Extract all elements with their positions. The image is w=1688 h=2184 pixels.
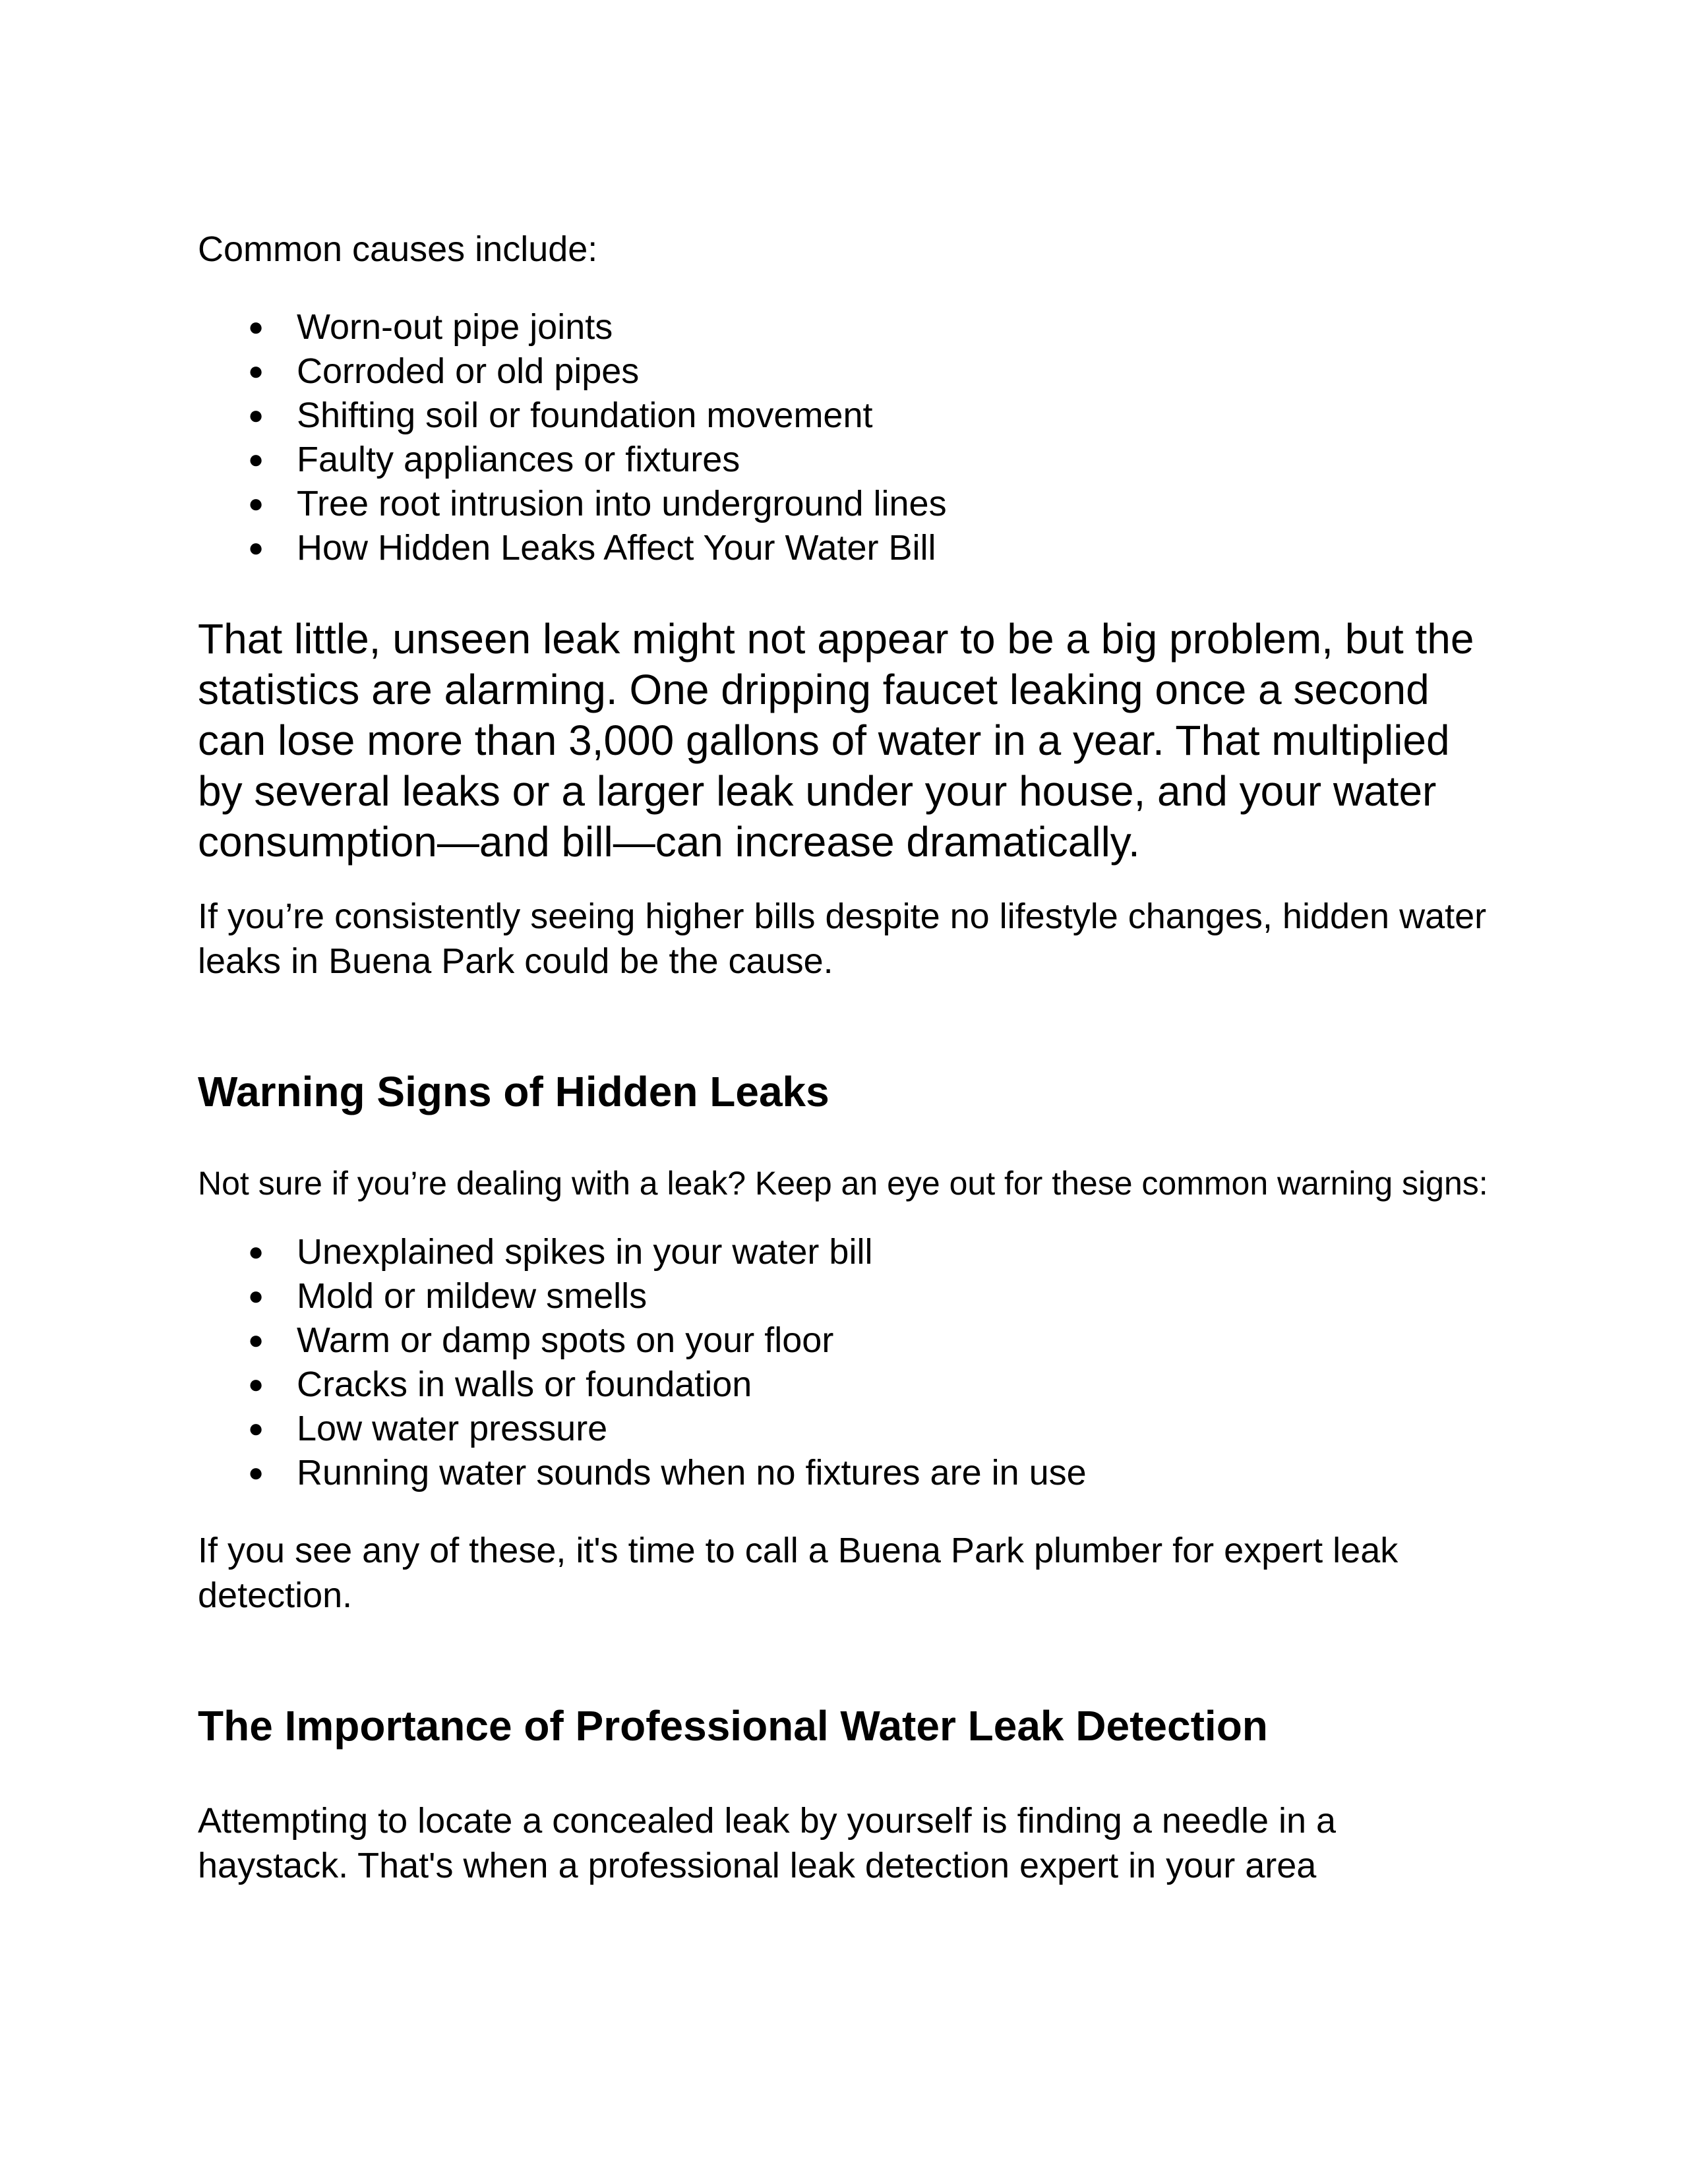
bullet-icon: ●	[248, 1414, 264, 1443]
list-item	[198, 349, 1490, 394]
list-item-text: Running water sounds when no fixtures are in use	[297, 1453, 1087, 1492]
list-item	[198, 1274, 1490, 1318]
list-item	[198, 1318, 1490, 1363]
bullet-icon: ●	[248, 1282, 264, 1311]
bullet-icon: ●	[248, 401, 264, 430]
list-item	[198, 394, 1490, 438]
list-item-text: Tree root intrusion into underground lines	[297, 484, 947, 523]
list-item-text: Unexplained spikes in your water bill	[297, 1232, 873, 1272]
list-item	[198, 526, 1490, 570]
list-item-text: How Hidden Leaks Affect Your Water Bill	[297, 528, 936, 568]
list-item-text: Cracks in walls or foundation	[297, 1365, 752, 1404]
bullet-icon: ●	[248, 533, 264, 562]
list-item	[198, 438, 1490, 482]
list-item-text: Warm or damp spots on your floor	[297, 1320, 834, 1360]
professional-heading: The Importance of Professional Water Leak Detection	[198, 1702, 1268, 1750]
list-item	[198, 1407, 1490, 1451]
list-item	[198, 1451, 1490, 1495]
bullet-icon: ●	[248, 1370, 264, 1399]
document-page	[198, 227, 1490, 1888]
statistics-paragraph: That little, unseen leak might not appear to be a big problem, but the statistics are alarming. One dripping faucet leaking once a second can lose more than 3,000 gallons of water in a year. That multiplied by several leaks or a larger leak under your house, and your water consumption—and bill—can increase dramatically.	[198, 615, 1474, 866]
bullet-icon: ●	[248, 489, 264, 518]
list-item	[198, 1363, 1490, 1407]
causes-intro: Common causes include:	[198, 229, 598, 269]
list-item	[198, 305, 1490, 349]
causes-list	[198, 305, 1490, 570]
bullet-icon: ●	[248, 1326, 264, 1355]
bullet-icon: ●	[248, 445, 264, 474]
list-item-text: Shifting soil or foundation movement	[297, 396, 873, 435]
list-item-text: Worn-out pipe joints	[297, 307, 613, 347]
professional-paragraph: Attempting to locate a concealed leak by yourself is finding a needle in a haystack. That's when a professional leak detection expert in your area	[198, 1801, 1337, 1885]
bullet-icon: ●	[248, 357, 264, 386]
bullet-icon: ●	[248, 1458, 264, 1487]
list-item-text: Mold or mildew smells	[297, 1276, 648, 1316]
list-item	[198, 1230, 1490, 1274]
warning-signs-heading: Warning Signs of Hidden Leaks	[198, 1068, 829, 1115]
list-item-text: Low water pressure	[297, 1409, 608, 1448]
list-item-text: Faulty appliances or fixtures	[297, 440, 740, 479]
list-item	[198, 482, 1490, 526]
list-item-text: Corroded or old pipes	[297, 351, 640, 391]
warning-signs-outro: If you see any of these, it's time to call a Buena Park plumber for expert leak detection.	[198, 1531, 1399, 1615]
bullet-icon: ●	[248, 312, 264, 341]
warning-signs-intro: Not sure if you’re dealing with a leak? Keep an eye out for these common warning signs:	[198, 1165, 1488, 1202]
bullet-icon: ●	[248, 1237, 264, 1266]
higher-bills-paragraph: If you’re consistently seeing higher bills despite no lifestyle changes, hidden water leaks in Buena Park could be the cause.	[198, 897, 1487, 981]
warning-signs-list	[198, 1230, 1490, 1495]
